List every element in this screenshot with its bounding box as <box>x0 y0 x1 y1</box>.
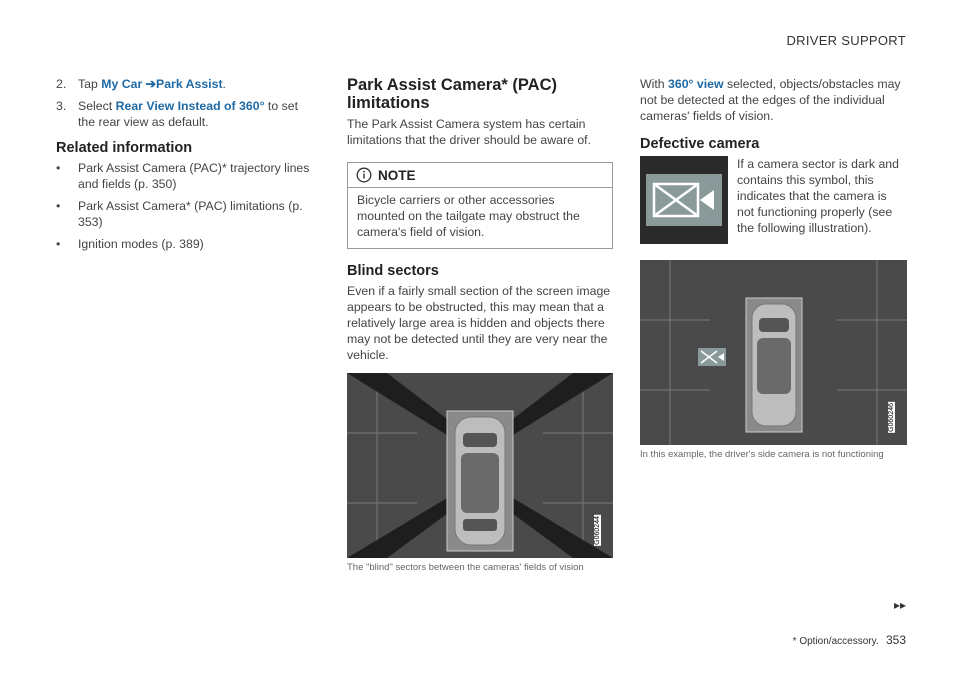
figure-code: G060244 <box>594 516 601 545</box>
info-icon <box>356 167 372 183</box>
blind-sectors-illustration <box>347 373 613 558</box>
defective-camera-text: If a camera sector is dark and contains this symbol, this indicates that the camera is not functioning properly (see the following illustration). <box>737 157 899 235</box>
note-label: NOTE <box>378 167 416 183</box>
menu-360-view: 360° view <box>668 77 724 91</box>
bullet-icon: • <box>56 161 61 175</box>
next-page-arrows[interactable]: ▸▸ <box>893 598 906 612</box>
column-2 <box>347 76 613 574</box>
section-header: DRIVER SUPPORT <box>786 33 906 48</box>
blind-sectors-text: Even if a fairly small section of the screen image appears to be obstructed, this may mean that a relatively large area is hidden and objects there may not be detected until they are very near the vehicle. <box>347 284 611 362</box>
defective-camera-figure <box>640 260 907 445</box>
footnote: * Option/accessory. <box>792 636 879 647</box>
menu-rear-view: Rear View Instead of 360° <box>115 99 265 113</box>
figure-caption: In this example, the driver's side camera is not functioning <box>640 449 884 460</box>
page-footer <box>793 633 906 647</box>
related-heading: Related information <box>56 140 193 156</box>
column-1 <box>56 76 312 258</box>
arrow-right-icon: ➔ <box>142 77 156 91</box>
figure-code: G060246 <box>888 403 895 432</box>
step-2: 2. Tap My Car ➔Park Assist. <box>56 77 226 91</box>
camera-error-icon <box>646 174 722 226</box>
bullet-icon: • <box>56 199 61 213</box>
blind-sectors-figure <box>347 373 613 558</box>
bullet-icon: • <box>56 237 61 251</box>
view-text: With 360° view selected, objects/obstacles may not be detected at the edges of the individual cameras' fields of vision. <box>640 77 901 123</box>
related-link[interactable]: • Ignition modes (p. 389) <box>56 237 204 251</box>
menu-my-car: My Car <box>101 77 143 91</box>
related-link[interactable]: • Park Assist Camera* (PAC) limitations (p. 353) <box>56 199 303 229</box>
blind-sectors-heading: Blind sectors <box>347 263 439 279</box>
related-link[interactable]: • Park Assist Camera (PAC)* trajectory lines and fields (p. 350) <box>56 161 310 191</box>
intro-text: The Park Assist Camera system has certain limitations that the driver should be aware of. <box>347 117 592 147</box>
menu-park-assist: Park Assist <box>156 77 223 91</box>
step-3: 3. Select Rear View Instead of 360° to set the rear view as default. <box>56 99 298 129</box>
column-3 <box>640 76 907 461</box>
defective-camera-heading: Defective camera <box>640 136 760 152</box>
page-number: 353 <box>885 633 906 647</box>
figure-caption: The "blind" sectors between the cameras' fields of vision <box>347 562 584 573</box>
note-text: Bicycle carriers or other accessories mounted on the tailgate may obstruct the camera's field of vision. <box>357 193 580 239</box>
note-box <box>347 162 613 249</box>
defective-camera-illustration <box>640 260 907 445</box>
section-title: Park Assist Camera* (PAC) limitations <box>347 76 558 112</box>
defective-camera-symbol <box>640 156 728 244</box>
